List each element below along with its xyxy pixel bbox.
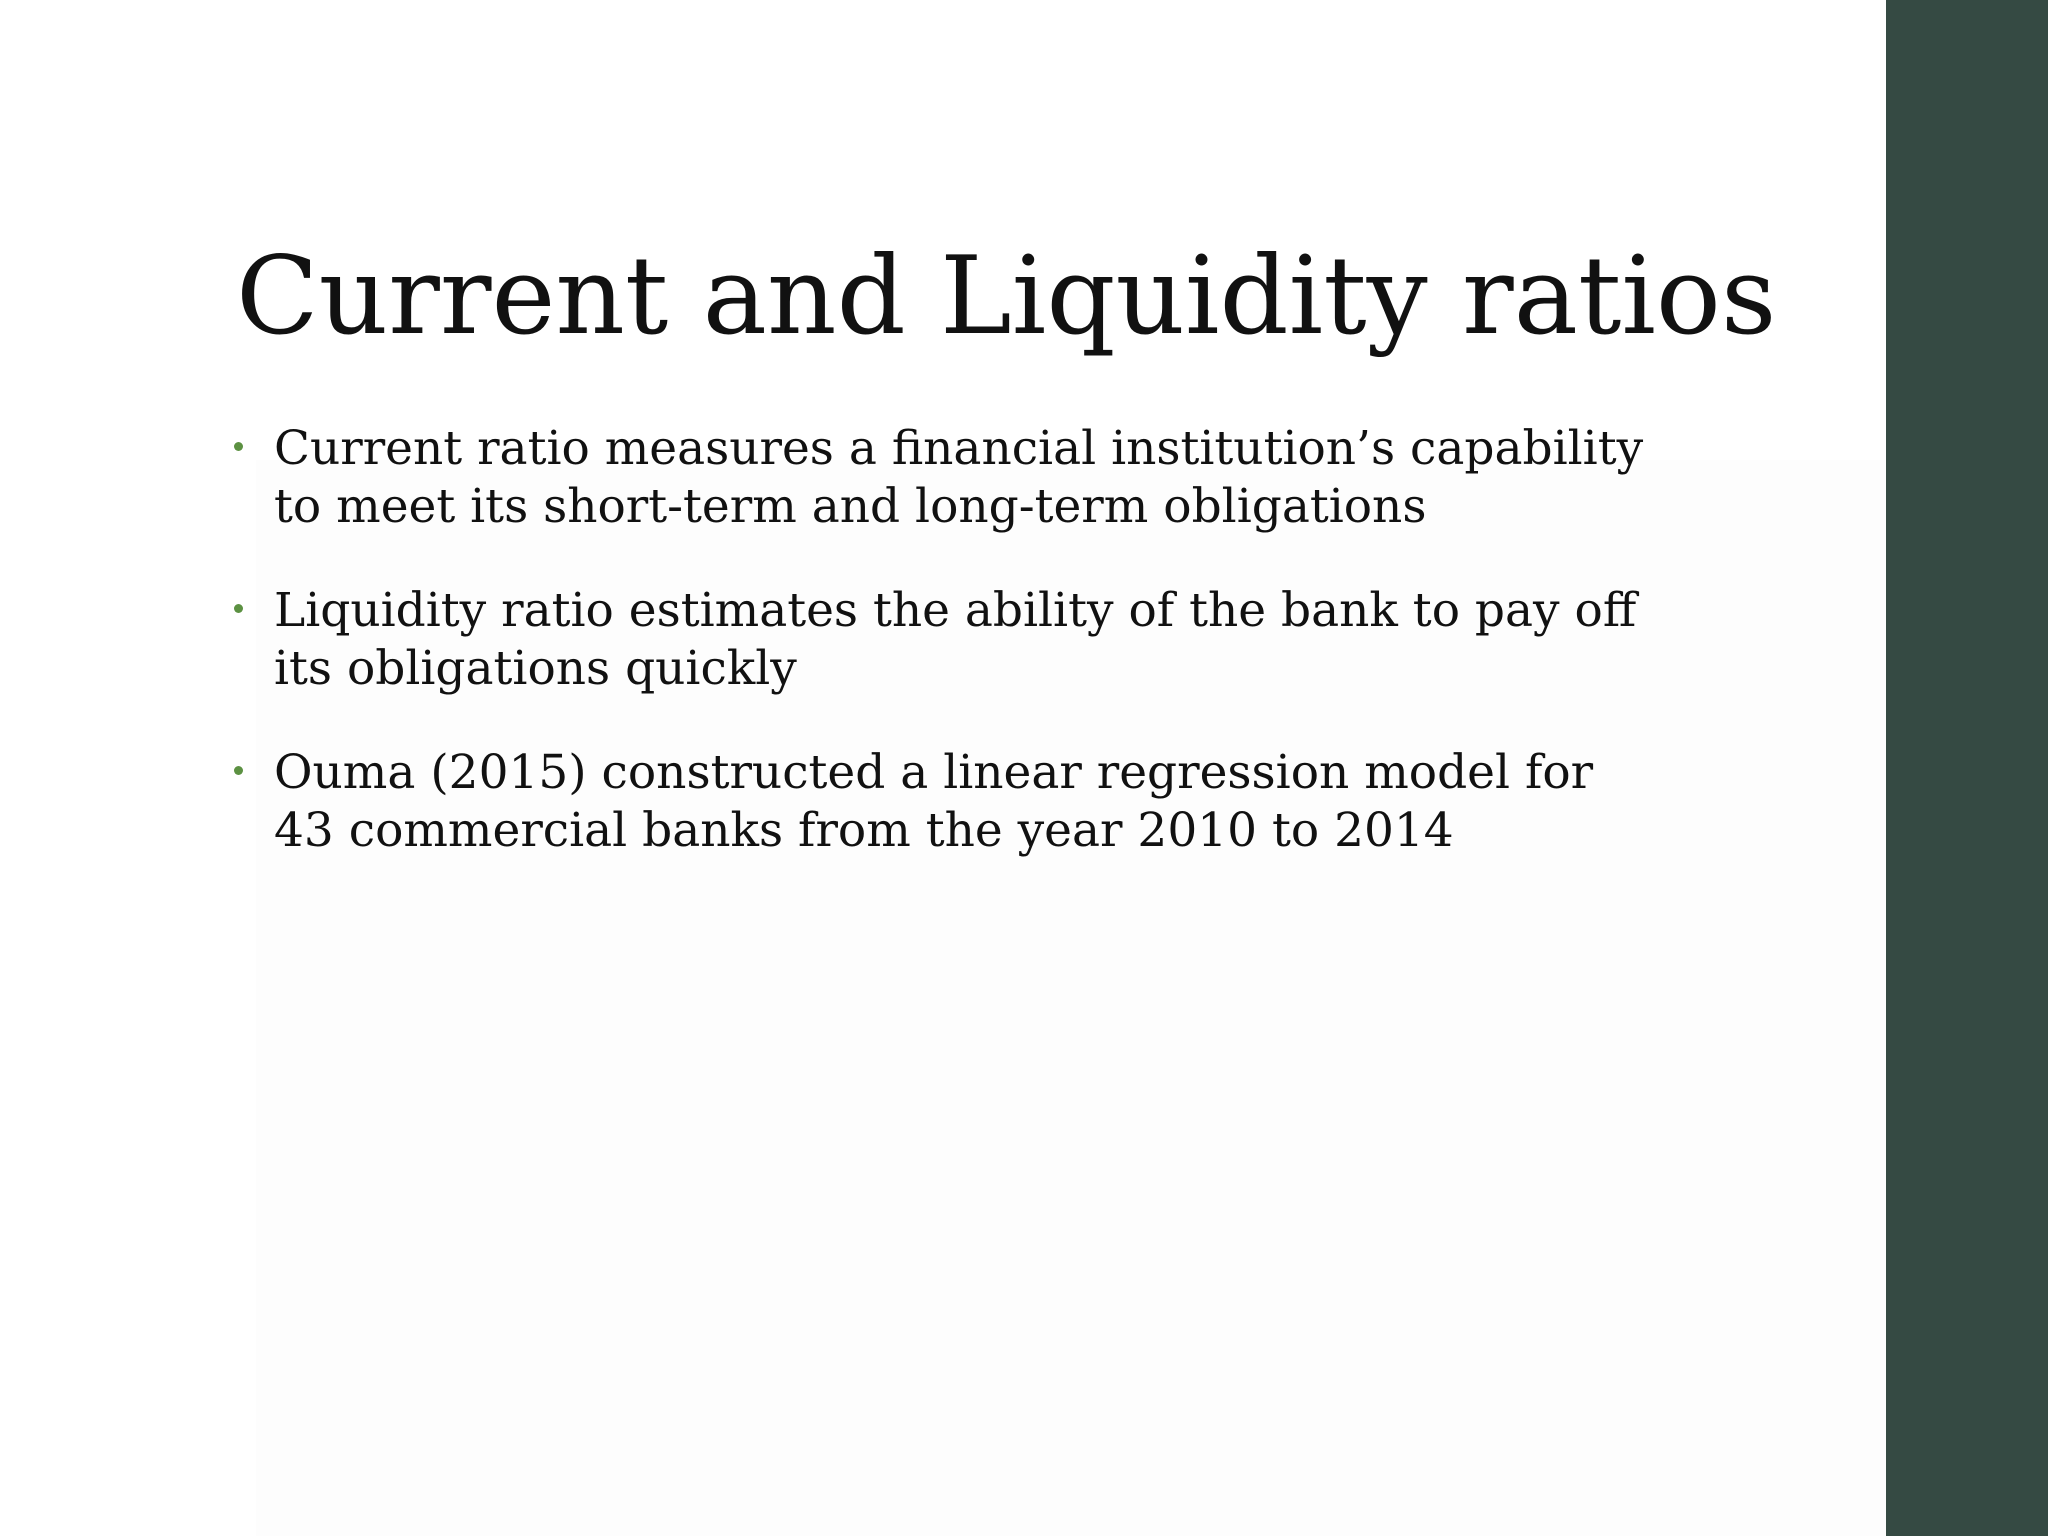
bullet-text: Ouma (2015) constructed a linear regression model for 43 commercial banks from the year 2010 to 2014: [274, 745, 1594, 858]
bullet-item: [226, 582, 1646, 698]
bullet-marker-icon: [234, 766, 243, 775]
bullet-marker-icon: [234, 604, 243, 613]
bullet-text: Liquidity ratio estimates the ability of the bank to pay off its obligations quickly: [274, 583, 1637, 696]
bullet-marker-icon: [234, 442, 243, 451]
bullet-item: [226, 744, 1646, 860]
slide-title: Current and Liquidity ratios: [236, 234, 1777, 359]
bullet-item: [226, 420, 1646, 536]
bullet-list: [226, 420, 1646, 906]
bullet-text: Current ratio measures a financial institution’s capability to meet its short-term and long-term obligations: [274, 421, 1644, 534]
decorative-sidebar: [1886, 0, 2048, 1536]
